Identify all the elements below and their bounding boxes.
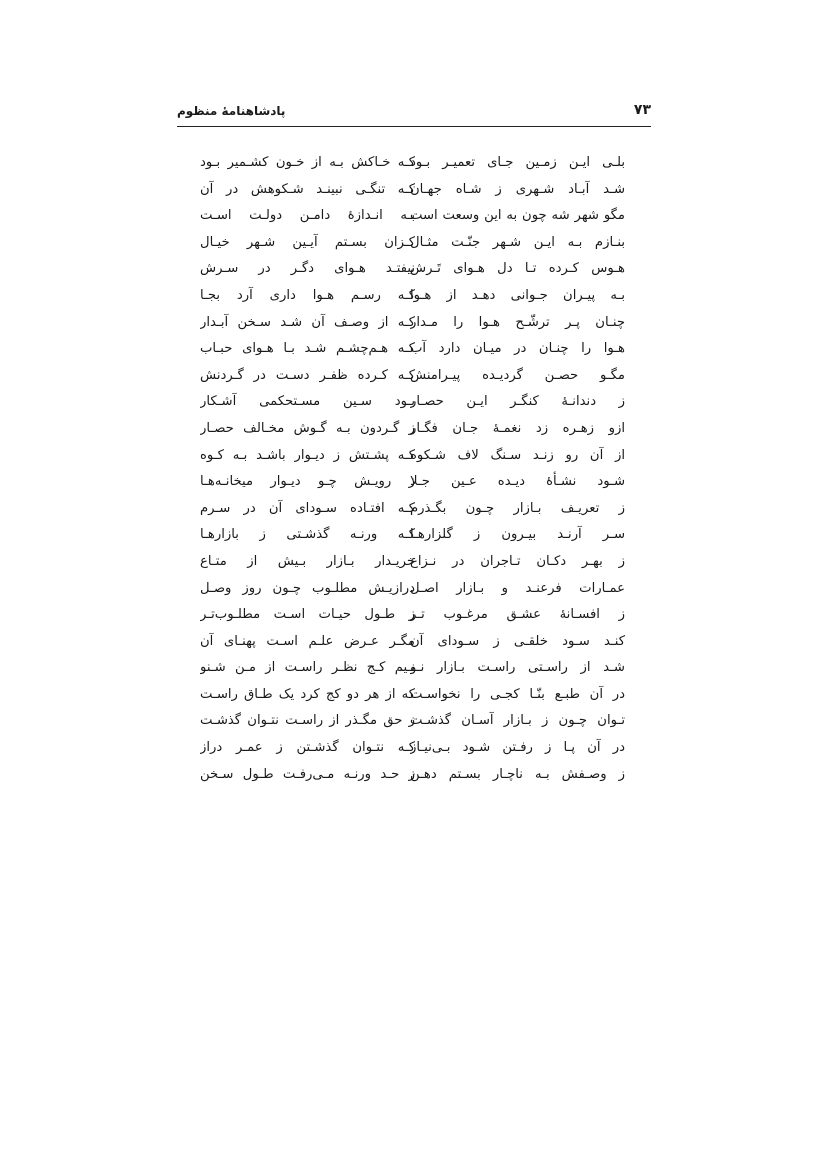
verse-line: چنـان پـر ترشّـح هـوا را مـدار bbox=[410, 314, 625, 330]
verse-line: مگـر عـرض علـم اسـت پهنـای آن bbox=[200, 633, 415, 649]
header-rule bbox=[177, 126, 651, 127]
page-number: ۷۳ bbox=[633, 102, 651, 118]
verse-line: تـوان چـون ز بـازار آسـان گذشـت bbox=[410, 713, 625, 729]
running-header bbox=[177, 100, 651, 126]
verse-line: کـه کـرده ظفـر دسـت در گـردنش bbox=[200, 367, 415, 383]
verse-line: از آن رو زنـد سـنگ لاف شـکوه bbox=[410, 447, 625, 463]
verse-line: ز بهـر دکـان تـاجران در نـزاع bbox=[410, 553, 625, 569]
verse-line: بنـازم بـه ایـن شـهر جنّـت مثـال bbox=[410, 234, 625, 250]
verse-line: کـه خـاکش بـه از خـون کشـمیر بـود bbox=[200, 155, 415, 170]
verse-line: خریـدار بـازار بـیش از متـاع bbox=[200, 553, 415, 569]
verse-line: شـود نشـأهٔ دیـده عـین جـلا bbox=[410, 474, 625, 490]
verse-line: بـه پیـران جـوانی دهـد از هـوا bbox=[410, 287, 625, 303]
verse-line: ز طـول حیـات اسـت مطلـوب‌تـر bbox=[200, 607, 415, 623]
verse-line: ز حق مگـذر از راسـت نتـوان گذشـت bbox=[200, 713, 415, 729]
verse-line: در آن طبـع بنّـا کجـی را نخواسـت bbox=[410, 686, 625, 702]
verse-line: سـر آرنـد بیـرون ز گلزارهـا bbox=[410, 527, 625, 543]
verse-line: کـه نتـوان گذشـتن ز عمـر دراز bbox=[200, 740, 415, 756]
verse-line: مگو شهر شه چون به این وسعت است bbox=[410, 208, 625, 224]
verse-line: درازیـش مطلـوب چـون روز وصـل bbox=[200, 580, 415, 596]
verse-line: شـد از راسـتی راسـت بـازار نـو bbox=[410, 660, 625, 676]
verse-line: ز گـردون بـه گـوش مخـالف حصـار bbox=[200, 420, 415, 436]
verse-line: بلـی ایـن زمـین جـای تعمیـر بـود bbox=[410, 155, 625, 170]
verse-line: ز حـد ورنـه مـی‌رفـت طـول سـخن bbox=[200, 766, 415, 782]
verse-line: کـه پشـتش ز دیـوار باشـد بـه کـوه bbox=[200, 447, 415, 463]
verse-line: ز تعریـف بـازار چـون بگـذرم bbox=[410, 500, 625, 516]
verse-line: شـد آبـاد شـهری ز شـاه جهـان bbox=[410, 181, 625, 197]
verse-line: کـه تنگـی نبینـد شـکوهش در آن bbox=[200, 181, 415, 197]
verse-line: هـوا را چنـان در میـان دارد آب bbox=[410, 341, 625, 357]
verse-line: هـوس کـرده تـا دل هـوای تَـرش bbox=[410, 261, 625, 277]
verse-line: ز افسـانهٔ عشـق مرغـوب تـر bbox=[410, 607, 625, 623]
verse-line: کـه رسـم هـوا داری آرد بجـا bbox=[200, 287, 415, 303]
right-hemistich-column bbox=[410, 150, 625, 788]
verse-line: در آن پـا ز رفـتن شـود بـی‌نیـاز bbox=[410, 740, 625, 756]
verse-line: کـه ورنـه گذشـتی ز بازارهـا bbox=[200, 527, 415, 543]
verse-line: کـه افتـاده سـودای آن در سـرم bbox=[200, 500, 415, 516]
verse-line: ز دندانـهٔ کنگـر ایـن حصـار bbox=[410, 394, 625, 410]
verse-line: که از هر دو کج کرد یک طـاق راسـت bbox=[200, 686, 415, 702]
verse-line: نـیم کـج نظـر راسـت از مـن شـنو bbox=[200, 660, 415, 676]
verse-line: بـود سـین مسـتحکمی آشـکار bbox=[200, 394, 415, 410]
verse-line: ز وصـفش بـه ناچـار بسـتم دهـن bbox=[410, 766, 625, 782]
verse-line: کـه از وصـف آن شـد سـخن آبـدار bbox=[200, 314, 415, 330]
verse-line: ز رویـش چـو دیـوار میخانـه‌هـا bbox=[200, 474, 415, 490]
verse-line: عمـارات فرعنـد و بـازار اصـل bbox=[410, 580, 625, 596]
verse-line: نیفتـد هـوای دگـر در سـرش bbox=[200, 261, 415, 277]
verse-line: ازو زهـره زد نغمـهٔ جـان فگـار bbox=[410, 420, 625, 436]
verse-line: کـزان بسـتم آیـین شـهر خیـال bbox=[200, 234, 415, 250]
verse-line: مگـو حصـن گردیـده پیـرامنش bbox=[410, 367, 625, 383]
verse-line: کنـد سـود خلقـی ز سـودای آن bbox=[410, 633, 625, 649]
book-title: پادشاهنامهٔ منظوم bbox=[177, 104, 286, 118]
verse-line: کـه هـم‌چشـم شـد بـا هـوای حبـاب bbox=[200, 341, 415, 357]
verse-line: بـه انـدازهٔ دامـن دولـت اسـت bbox=[200, 208, 415, 224]
left-hemistich-column bbox=[200, 150, 415, 788]
